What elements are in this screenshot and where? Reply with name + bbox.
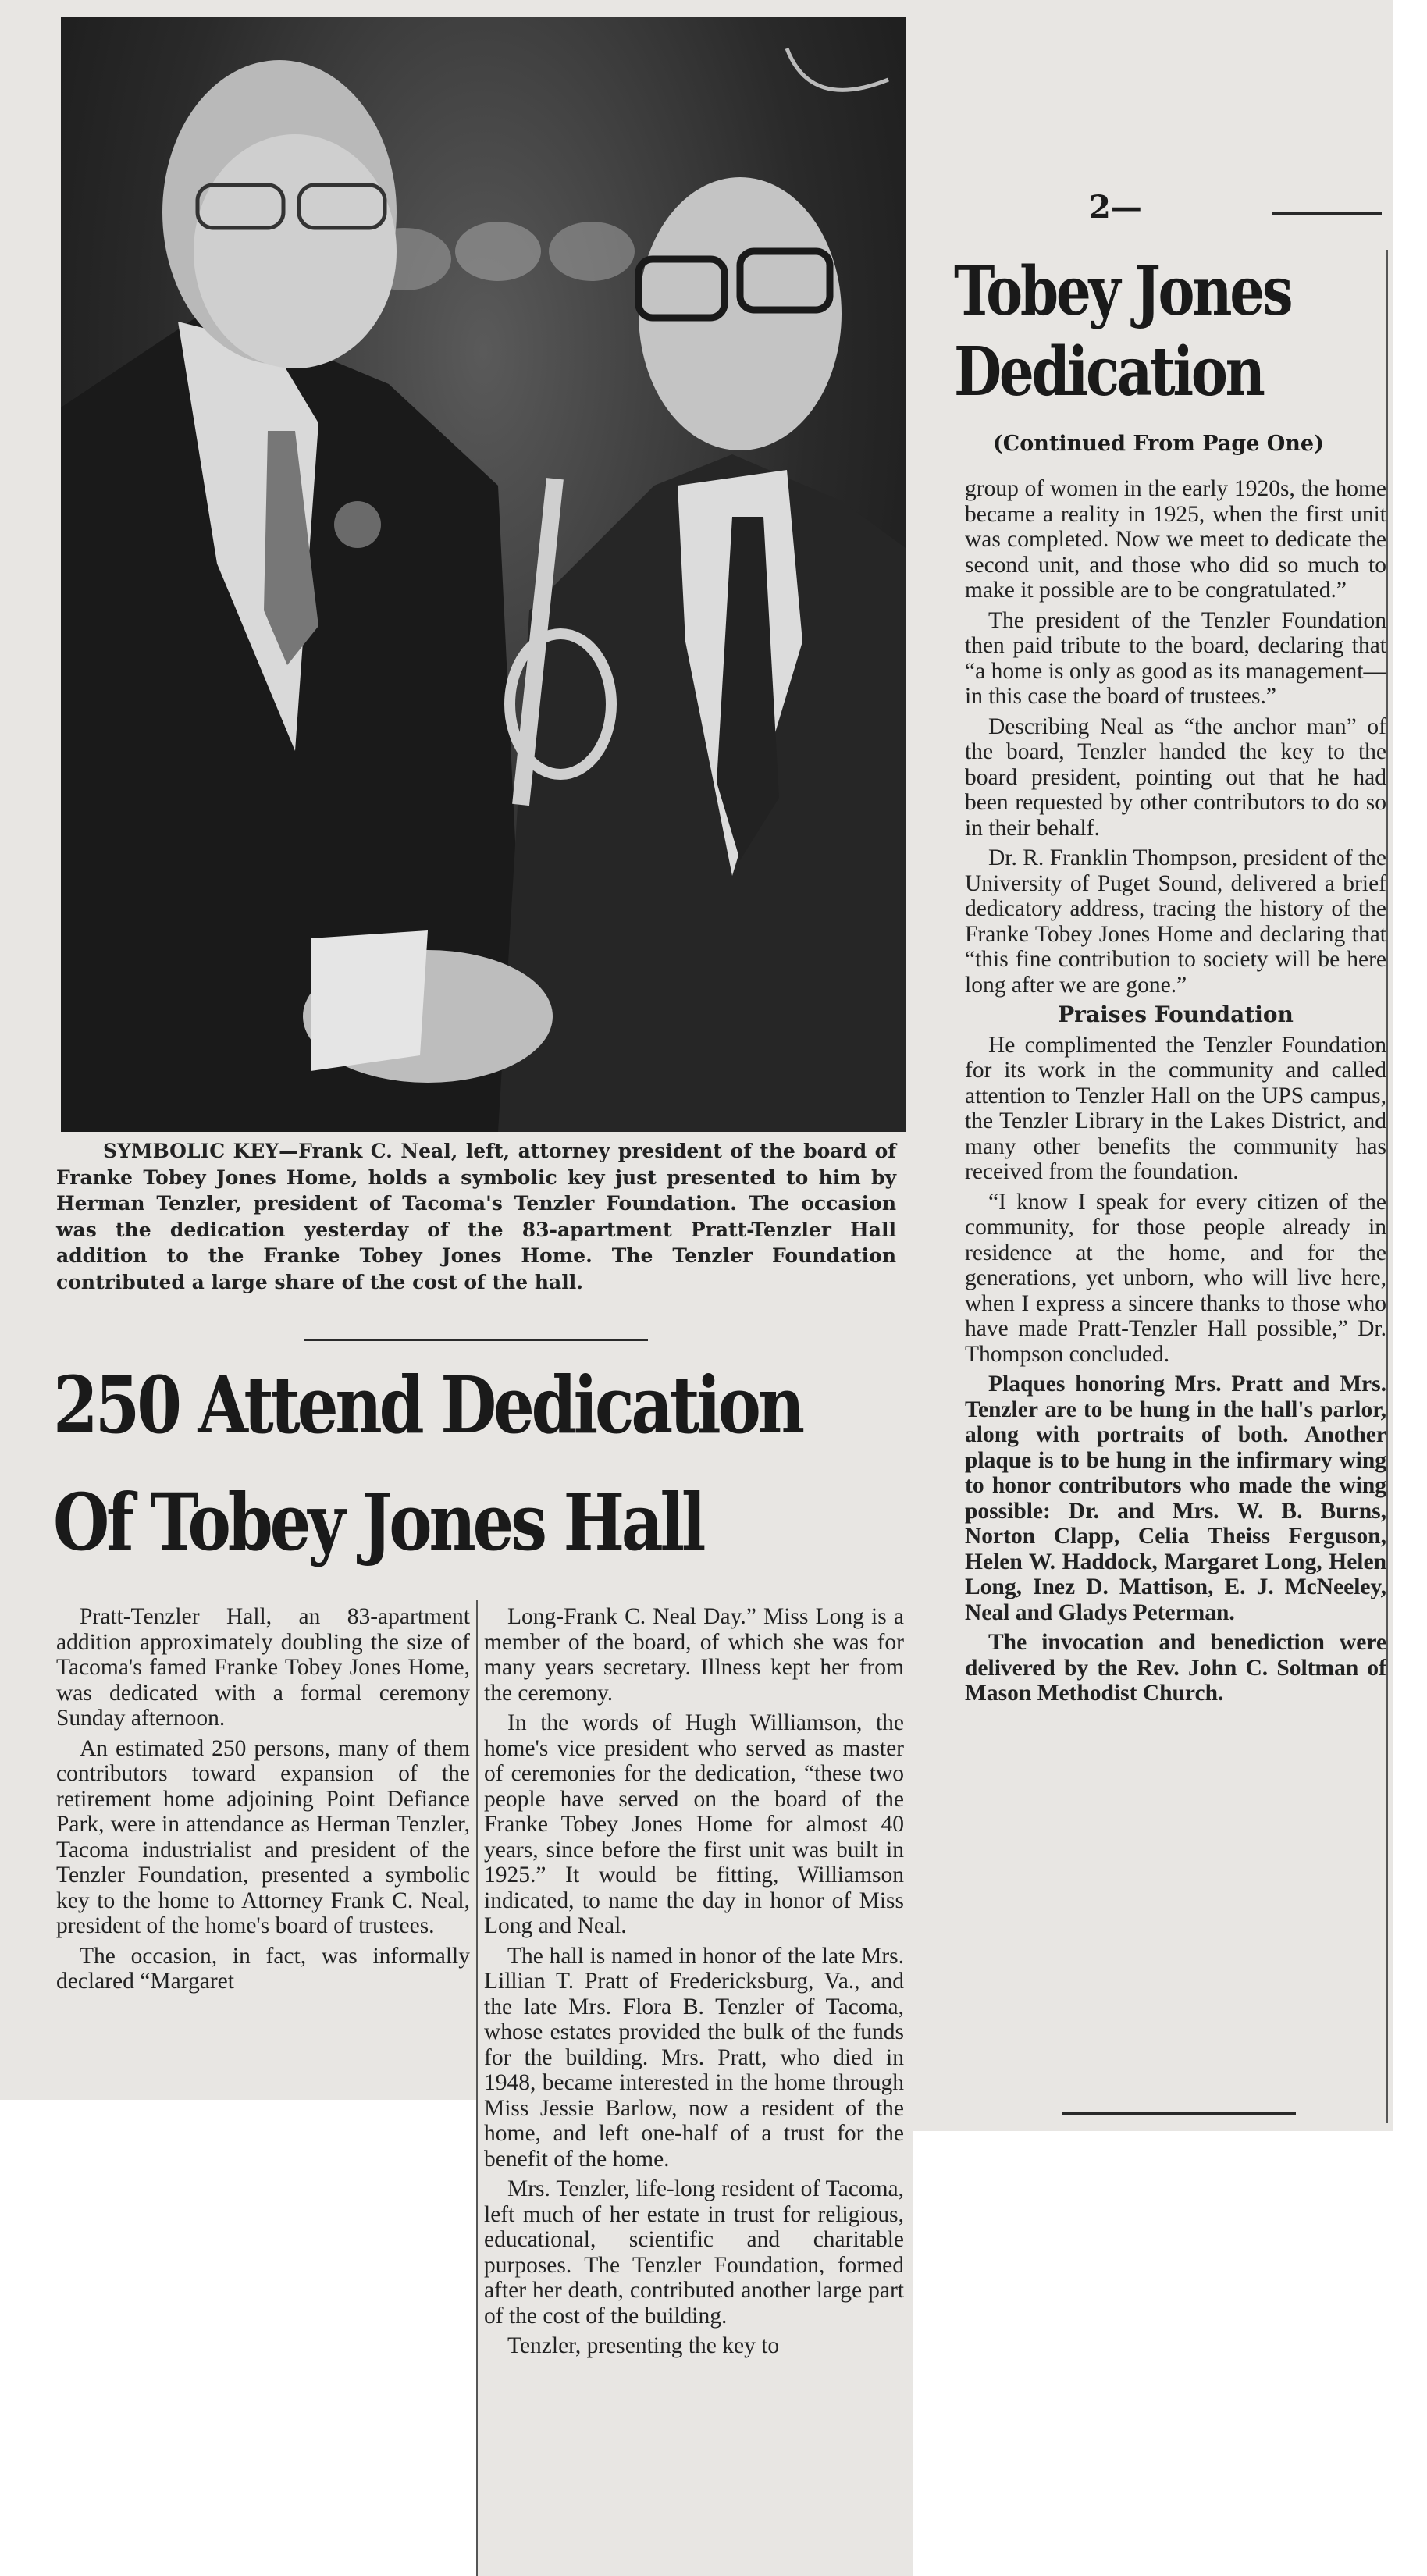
subhead: Praises Foundation — [1058, 1002, 1294, 1027]
paragraph: Tenzler, presenting the key to — [507, 2333, 780, 2358]
paragraph: An estimated 250 persons, many of them contributors toward expansion of the retirement home adjoining Point Defiance Park, were in attendance as Herman Tenzler, Tacoma industrialist and president of the Tenzler Foundation, presented a symbolic key to the home to Attorney Frank C. Neal, president of the home's board of trustees. — [56, 1735, 470, 1938]
headline-line-2: Of Tobey Jones Hall — [53, 1476, 703, 1568]
paragraph: Describing Neal as “the anchor man” of the board, Tenzler handed the key to the board president, pointing out that he had been requested by other contributors to do so in their behalf. — [965, 713, 1386, 841]
paragraph: The hall is named in honor of the late Mrs. Lillian T. Pratt of Fredericksburg, Va., and the late Mrs. Flora B. Tenzler of Tacoma, whose estates provided the bulk of the funds for the building. Mrs. Pratt, who died in 1948, became interested in the home through Miss Jessie Barlow, now a resident of the home, and left one-half of a trust for the benefit of the home. — [484, 1943, 904, 2172]
right-headline-line-1: Tobey Jones — [954, 252, 1291, 331]
column-divider — [476, 1600, 478, 2576]
right-column-border — [1386, 250, 1388, 2123]
paragraph: Plaques honoring Mrs. Pratt and Mrs. Tenzler are to be hung in the hall's parlor, along with portraits of both. Another plaque is to be hung in the infirmary wing to honor contributors who made the wing possible: Dr. and Mrs. W. B. Burns, Norton Clapp, Celia Theiss Ferguson, Helen W. Haddock, Margaret Long, Helen Long, Inez D. Mattison, E. J. McNeeley, Neal and Gladys Peterman. — [965, 1372, 1386, 1625]
headline-line-1: 250 Attend Dedication — [53, 1359, 802, 1451]
article-column-2 — [484, 1604, 904, 2364]
paragraph: The invocation and benediction were delivered by the Rev. John C. Soltman of Mason Methodist Church. — [965, 1630, 1386, 1706]
photo-caption: SYMBOLIC KEY—Frank C. Neal, left, attorney president of the board of Franke Tobey Jones Home, holds a symbolic key just presented to him by Herman Tenzler, president of Tacoma's Tenzler Foundation. The occasion was the dedication yesterday of the 83-apartment Pratt-Tenzler Hall addition to the Franke Tobey Jones Home. The Tenzler Foundation contributed a large share of the cost of the hall. — [56, 1140, 896, 1293]
paragraph: Pratt-Tenzler Hall, an 83-apartment addition approximately doubling the size of Tacoma's famed Franke Tobey Jones Home, was dedicated with a formal ceremony Sunday afternoon. — [56, 1604, 470, 1731]
paragraph: The occasion, in fact, was informally declared “Margaret — [56, 1943, 470, 1994]
article-column-1 — [56, 1604, 470, 1999]
paragraph: “I know I speak for every citizen of the community, for those people already in residence at the home, and for the generations, yet unborn, who will live here, when I express a sincere thanks to those who have made Pratt-Tenzler Hall possible,” Dr. Thompson concluded. — [965, 1189, 1386, 1367]
right-headline-line-2: Dedication — [954, 333, 1263, 411]
paragraph: Mrs. Tenzler, life-long resident of Tacoma, left much of her estate in trust for religious, educational, scientific and charitable purposes. The Tenzler Foundation, formed after her death, contributed another large part of the cost of the building. — [484, 2176, 904, 2329]
paragraph: The president of the Tenzler Foundation then paid tribute to the board, declaring that “a home is only as good as its management—in this case the board of trustees.” — [965, 607, 1386, 709]
right-article-body — [965, 476, 1386, 1711]
paragraph: Dr. R. Franklin Thompson, president of the University of Puget Sound, delivered a brief dedicatory address, tracing the history of the Franke Tobey Jones Home and declaring that “this fine contribution to society will be here long after we are gone.” — [965, 845, 1386, 998]
paragraph: Long-Frank C. Neal Day.” Miss Long is a member of the board, of which she was for many years secretary. Illness kept her from the ceremony. — [484, 1604, 904, 1706]
caption-divider — [304, 1339, 648, 1341]
end-rule — [1062, 2112, 1296, 2115]
top-rule-right — [1272, 212, 1382, 215]
paragraph: In the words of Hugh Williamson, the home's vice president who served as master of ceremonies for the dedication, “these two people have served on the board of the Franke Tobey Jones Home for almost 40 years, since before the first unit was built in 1925.” It would be fitting, Williamson indicated, to name the day in honor of Miss Long and Neal. — [484, 1710, 904, 1938]
continued-from-label: (Continued From Page One) — [993, 432, 1324, 456]
paragraph: He complimented the Tenzler Foundation for its work in the community and called attention to Tenzler Hall on the UPS campus, the Tenzler Library in the Lakes District, and many other benefits the community has received from the foundation. — [965, 1032, 1386, 1184]
paragraph: group of women in the early 1920s, the home became a reality in 1925, when the first unit was completed. Now we meet to dedicate the second unit, and those who did so much to make it possible are to be congratulated.” — [965, 476, 1386, 603]
page-number: 2— — [1089, 189, 1142, 226]
photo-two-men-handshake-icon — [61, 17, 906, 1132]
